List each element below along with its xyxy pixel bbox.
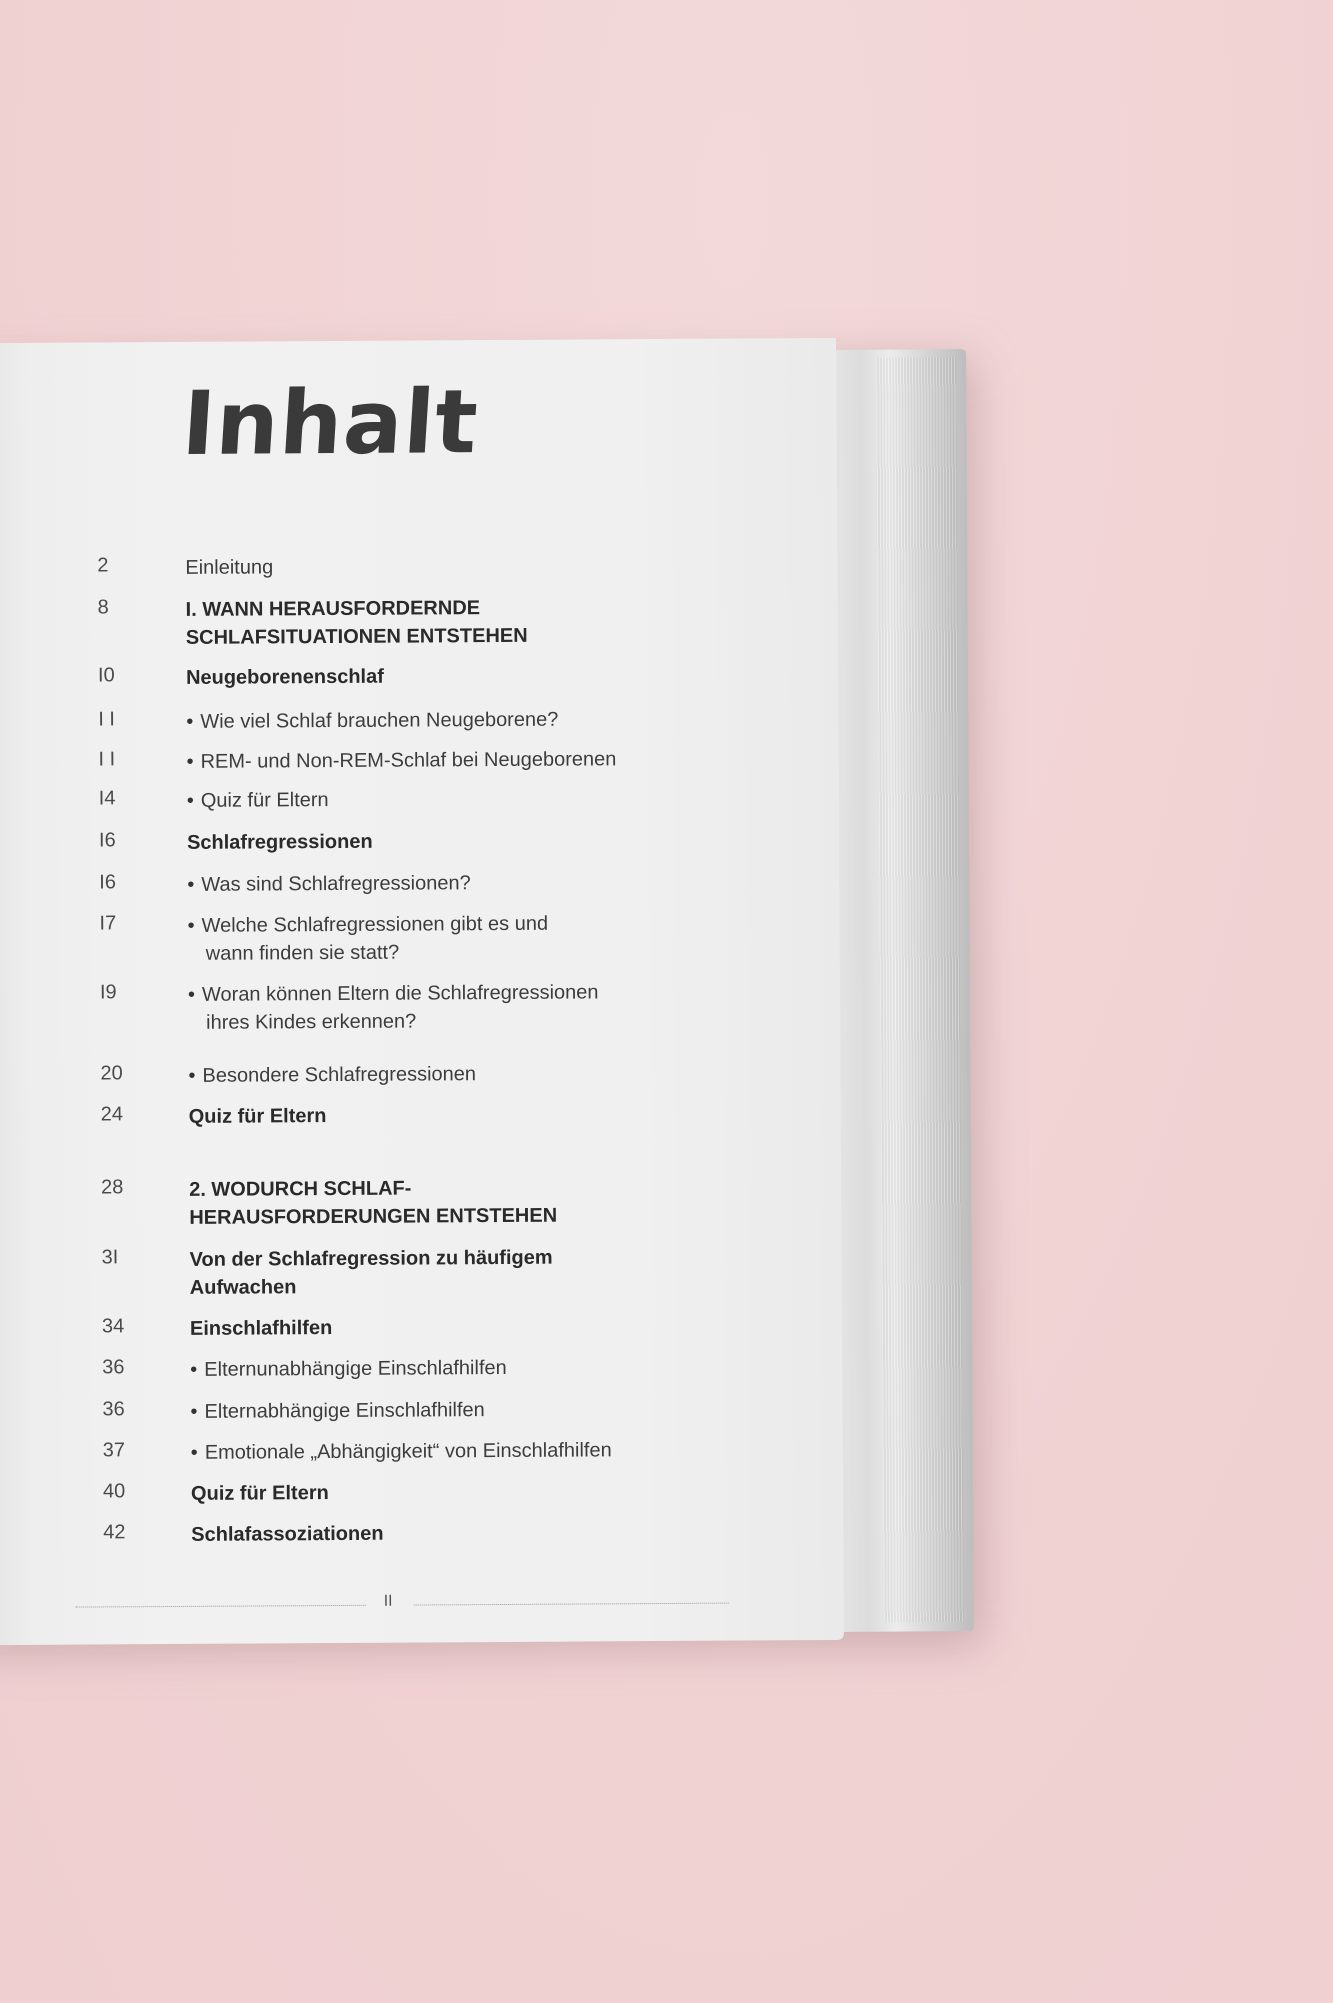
- toc-page-number: I6: [98, 829, 116, 852]
- toc-entry-title: Quiz für Eltern: [190, 1482, 329, 1505]
- toc-entry-text: Besondere Schlafregressionen: [202, 1063, 477, 1087]
- toc-page-number: 42: [103, 1521, 126, 1544]
- toc-entry-continuation: ihres Kindes erkennen?: [206, 1010, 417, 1034]
- toc-entry-title: [186, 745, 706, 776]
- toc-entry-text: Quiz für Eltern: [200, 789, 329, 812]
- toc-page-number: I7: [99, 912, 117, 935]
- toc-entry-text: Elternabhängige Einschlafhilfen: [204, 1399, 485, 1423]
- toc-page-number: I6: [99, 871, 117, 894]
- toc-entry-title: Von der Schlafregression zu häufigem Aufwachen: [189, 1246, 553, 1299]
- toc-entry-title: [186, 705, 706, 736]
- toc-page-number: 40: [102, 1480, 126, 1503]
- toc-entry-title: Einleitung: [185, 556, 274, 579]
- toc-entry-title: [190, 1395, 710, 1426]
- toc-entry-text: Welche Schlafregressionen gibt es und: [201, 912, 549, 937]
- toc-entry-text: Emotionale „Abhängigkeit“ von Einschlafhilfen: [204, 1439, 612, 1464]
- toc-page-number: I9: [99, 981, 117, 1004]
- toc-page-number: 24: [100, 1103, 124, 1126]
- toc-entry-title: [187, 784, 707, 815]
- toc-page-number: 36: [102, 1356, 125, 1379]
- toc-entry-title: [191, 1436, 711, 1467]
- toc-page-number: 36: [102, 1398, 125, 1421]
- page-title: Inhalt: [179, 370, 482, 475]
- toc-page-number: 37: [102, 1439, 126, 1462]
- toc-entry-text: Woran können Eltern die Schlafregressionen: [201, 981, 599, 1006]
- toc-page-number: 20: [100, 1062, 123, 1085]
- toc-entry-title: Neugeborenenschlaf: [185, 665, 384, 689]
- toc-entry-text: Was sind Schlafregressionen?: [201, 872, 471, 896]
- toc-page-number: 2: [97, 554, 109, 577]
- toc-page-number: 28: [101, 1176, 124, 1199]
- toc-entry-text: Elternunabhängige Einschlafhilfen: [204, 1356, 507, 1381]
- toc-entry-title: [190, 1353, 710, 1384]
- toc-entry-continuation: wann finden sie statt?: [205, 941, 400, 965]
- toc-page-number: 34: [101, 1315, 125, 1338]
- toc-entry-title: Einschlafhilfen: [189, 1317, 333, 1340]
- toc-page-number: I I: [98, 748, 116, 771]
- toc-entry-title: Schlafregressionen: [186, 830, 373, 854]
- toc-page-number: I4: [98, 787, 116, 810]
- toc-page-number: 3I: [101, 1246, 119, 1269]
- toc-entry-text: Wie viel Schlaf brauchen Neugeborene?: [200, 708, 559, 733]
- toc-entry-title: Quiz für Eltern: [188, 1105, 327, 1128]
- toc-entry-title: Schlafassoziationen: [191, 1522, 384, 1546]
- toc-entry-title: [187, 868, 707, 899]
- toc-entry-title: I. WANN HERAUSFORDERNDE SCHLAFSITUATIONEN ENTSTEHEN: [185, 597, 528, 649]
- toc-page-number: I0: [97, 664, 115, 687]
- toc-page-number: I I: [98, 708, 116, 731]
- toc-entry-title: [188, 1059, 708, 1090]
- toc-entry-text: REM- und Non-REM-Schlaf bei Neugeborenen: [200, 748, 617, 773]
- page-stack-lines: [876, 357, 964, 1622]
- toc-entry-title: 2. WODURCH SCHLAF- HERAUSFORDERUNGEN ENTSTEHEN: [189, 1177, 558, 1229]
- toc-entry-title: [187, 909, 707, 968]
- toc-entry-title: [188, 978, 708, 1037]
- footer-page-number: II: [383, 1592, 393, 1610]
- toc-page-number: 8: [97, 596, 109, 619]
